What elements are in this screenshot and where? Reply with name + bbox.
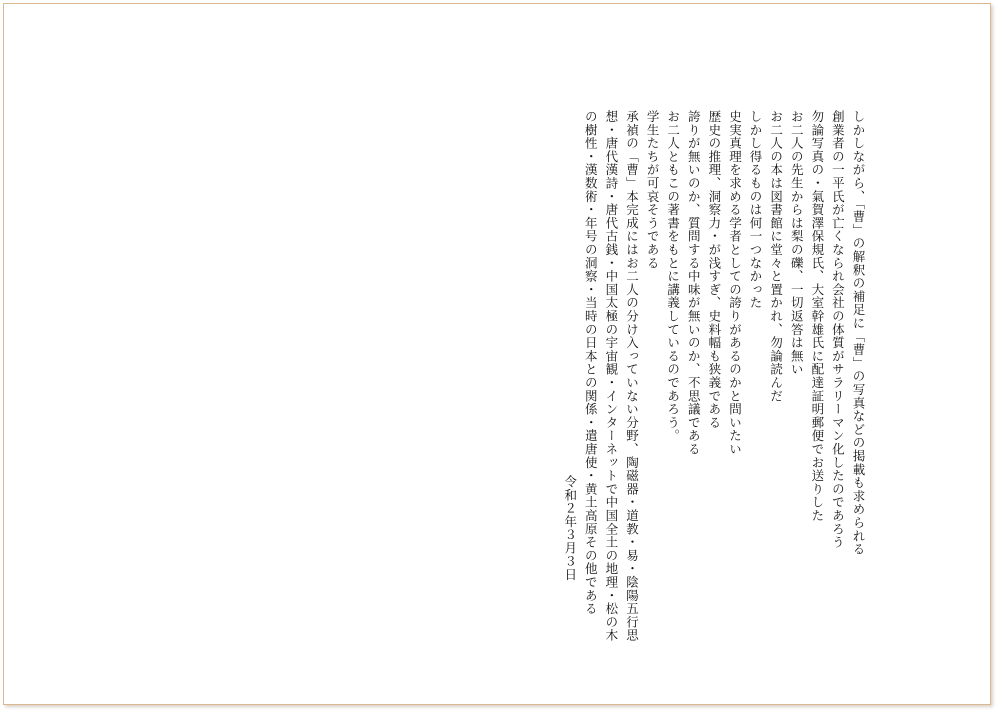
text-line: 史実真理を求める学者としての誇りがあるのかと問いたい (727, 110, 743, 456)
text-line: 学生たちが可哀そうである (645, 110, 661, 270)
text-line: 承禎の「曹」本完成にはお二人の分け入っていない分野、陶磁器・道教・易・陰陽五行思 (624, 110, 640, 642)
text-line: 歴史の推理、洞察力・が浅すぎ、史料幅も狭義である (706, 110, 722, 430)
text-line: お二人ともこの著書をもとに講義しているのであろう。 (665, 110, 681, 443)
text-line: の樹性・漢数術・年号の洞察・当時の日本との関係・遣唐使・黄土高原その他である (583, 110, 599, 616)
text-line: しかし得るものは何一つなかった (748, 110, 764, 310)
text-line: 想・唐代漢詩・唐代古銭・中国太極の宇宙観・インターネットで中国全土の地理・松の木 (603, 110, 619, 642)
text-line: 誇りが無いのか、質問する中味が無いのか、不思議である (686, 110, 702, 456)
vertical-text-body (559, 110, 868, 642)
text-line: 勿論写真の・氣賀澤保規氏、大室幹雄氏に配達証明郵便でお送りした (809, 110, 825, 523)
text-line: 創業者の一平氏が亡くなられ会社の体質がサラリーマン化したのであろう (830, 110, 846, 549)
text-line: しかしながら、「曹」の解釈の補足に「曹」の写真などの掲載も求められる (851, 110, 866, 556)
document-date: 令和２年３月３日 (562, 475, 578, 582)
text-line: お二人の本は図書館に堂々と置かれ、勿論読んだ (768, 110, 784, 403)
document-page (3, 3, 991, 705)
text-line: お二人の先生からは梨の礫、一切返答は無い (789, 110, 805, 376)
